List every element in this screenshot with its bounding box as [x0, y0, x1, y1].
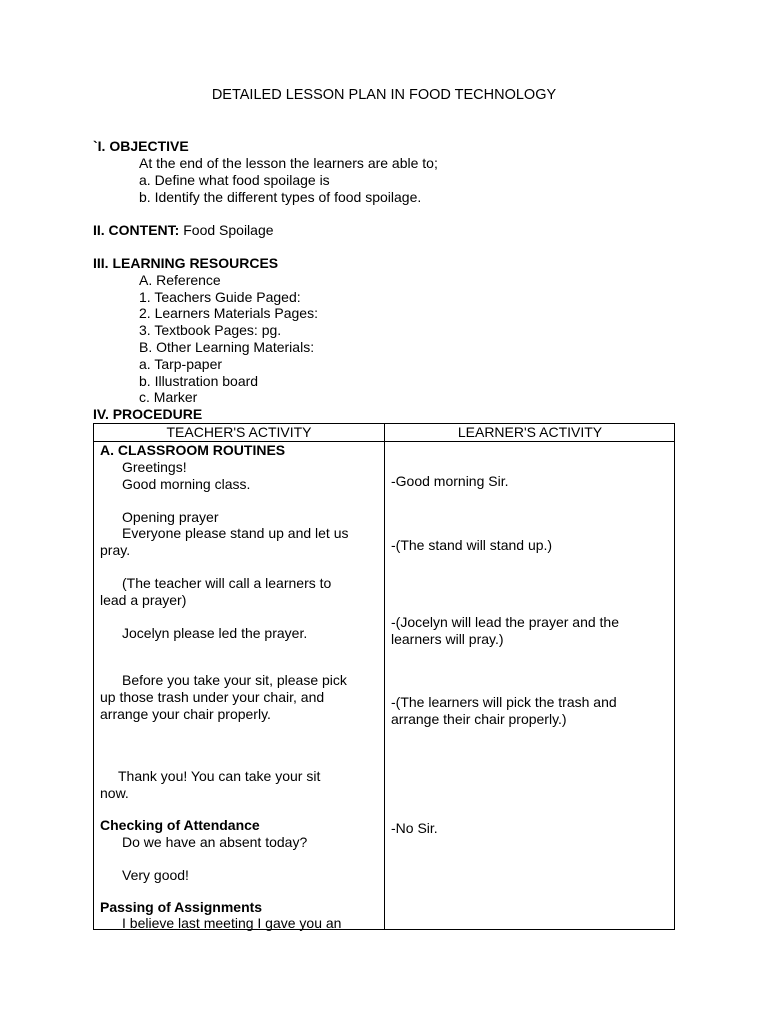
teacher-line: Greetings!: [122, 459, 187, 475]
teacher-line: Very good!: [122, 867, 189, 883]
teacher-line: Everyone please stand up and let us: [122, 525, 349, 541]
learner-activity-header: LEARNER'S ACTIVITY: [457, 424, 603, 440]
resource-item: b. Illustration board: [139, 373, 259, 389]
classroom-routines-heading: A. CLASSROOM ROUTINES: [100, 442, 286, 458]
learner-line: -(Jocelyn will lead the prayer and the: [391, 614, 620, 630]
objective-item: b. Identify the different types of food spoilage.: [139, 189, 422, 205]
attendance-heading: Checking of Attendance: [100, 817, 260, 833]
teacher-activity-header: TEACHER'S ACTIVITY: [166, 424, 312, 440]
teacher-line: (The teacher will call a learners to: [122, 575, 332, 591]
objective-heading: `I. OBJECTIVE: [93, 138, 189, 154]
teacher-line: arrange your chair properly.: [100, 706, 271, 722]
table-column-divider: [384, 424, 385, 929]
teacher-line: Before you take your sit, please pick: [122, 672, 347, 688]
procedure-table: [93, 423, 675, 930]
resource-item: 3. Textbook Pages: pg.: [139, 322, 282, 338]
resource-item: 2. Learners Materials Pages:: [139, 305, 318, 321]
teacher-line: Do we have an absent today?: [122, 834, 308, 850]
document-title: DETAILED LESSON PLAN IN FOOD TECHNOLOGY: [211, 87, 557, 103]
teacher-line: now.: [100, 785, 129, 801]
objective-intro: At the end of the lesson the learners are able to;: [139, 155, 438, 171]
teacher-line: I believe last meeting I gave you an: [122, 915, 342, 931]
teacher-line: Good morning class.: [122, 476, 251, 492]
procedure-heading: IV. PROCEDURE: [93, 406, 203, 422]
resources-heading: III. LEARNING RESOURCES: [93, 255, 279, 271]
teacher-line: lead a prayer): [100, 592, 187, 608]
resource-item: a. Tarp-paper: [139, 356, 223, 372]
content-heading: II. CONTENT:: [93, 222, 180, 238]
content-value: Food Spoilage: [183, 222, 274, 238]
resource-item: 1. Teachers Guide Paged:: [139, 289, 301, 305]
teacher-line: pray.: [100, 542, 131, 558]
content-line: [93, 222, 274, 239]
learner-line: -(The learners will pick the trash and: [391, 694, 617, 710]
teacher-line: Thank you! You can take your sit: [118, 768, 321, 784]
resource-item: B. Other Learning Materials:: [139, 339, 315, 355]
learner-line: -(The stand will stand up.): [391, 537, 553, 553]
teacher-line: up those trash under your chair, and: [100, 689, 325, 705]
learner-line: learners will pray.): [391, 631, 504, 647]
resource-item: A. Reference: [139, 272, 221, 288]
teacher-line: Opening prayer: [122, 509, 219, 525]
learner-line: -Good morning Sir.: [391, 473, 509, 489]
teacher-line: Jocelyn please led the prayer.: [122, 625, 308, 641]
resource-item: c. Marker: [139, 389, 198, 405]
learner-line: arrange their chair properly.): [391, 711, 567, 727]
objective-item: a. Define what food spoilage is: [139, 172, 330, 188]
assignments-heading: Passing of Assignments: [100, 899, 263, 915]
learner-line: -No Sir.: [391, 820, 438, 836]
